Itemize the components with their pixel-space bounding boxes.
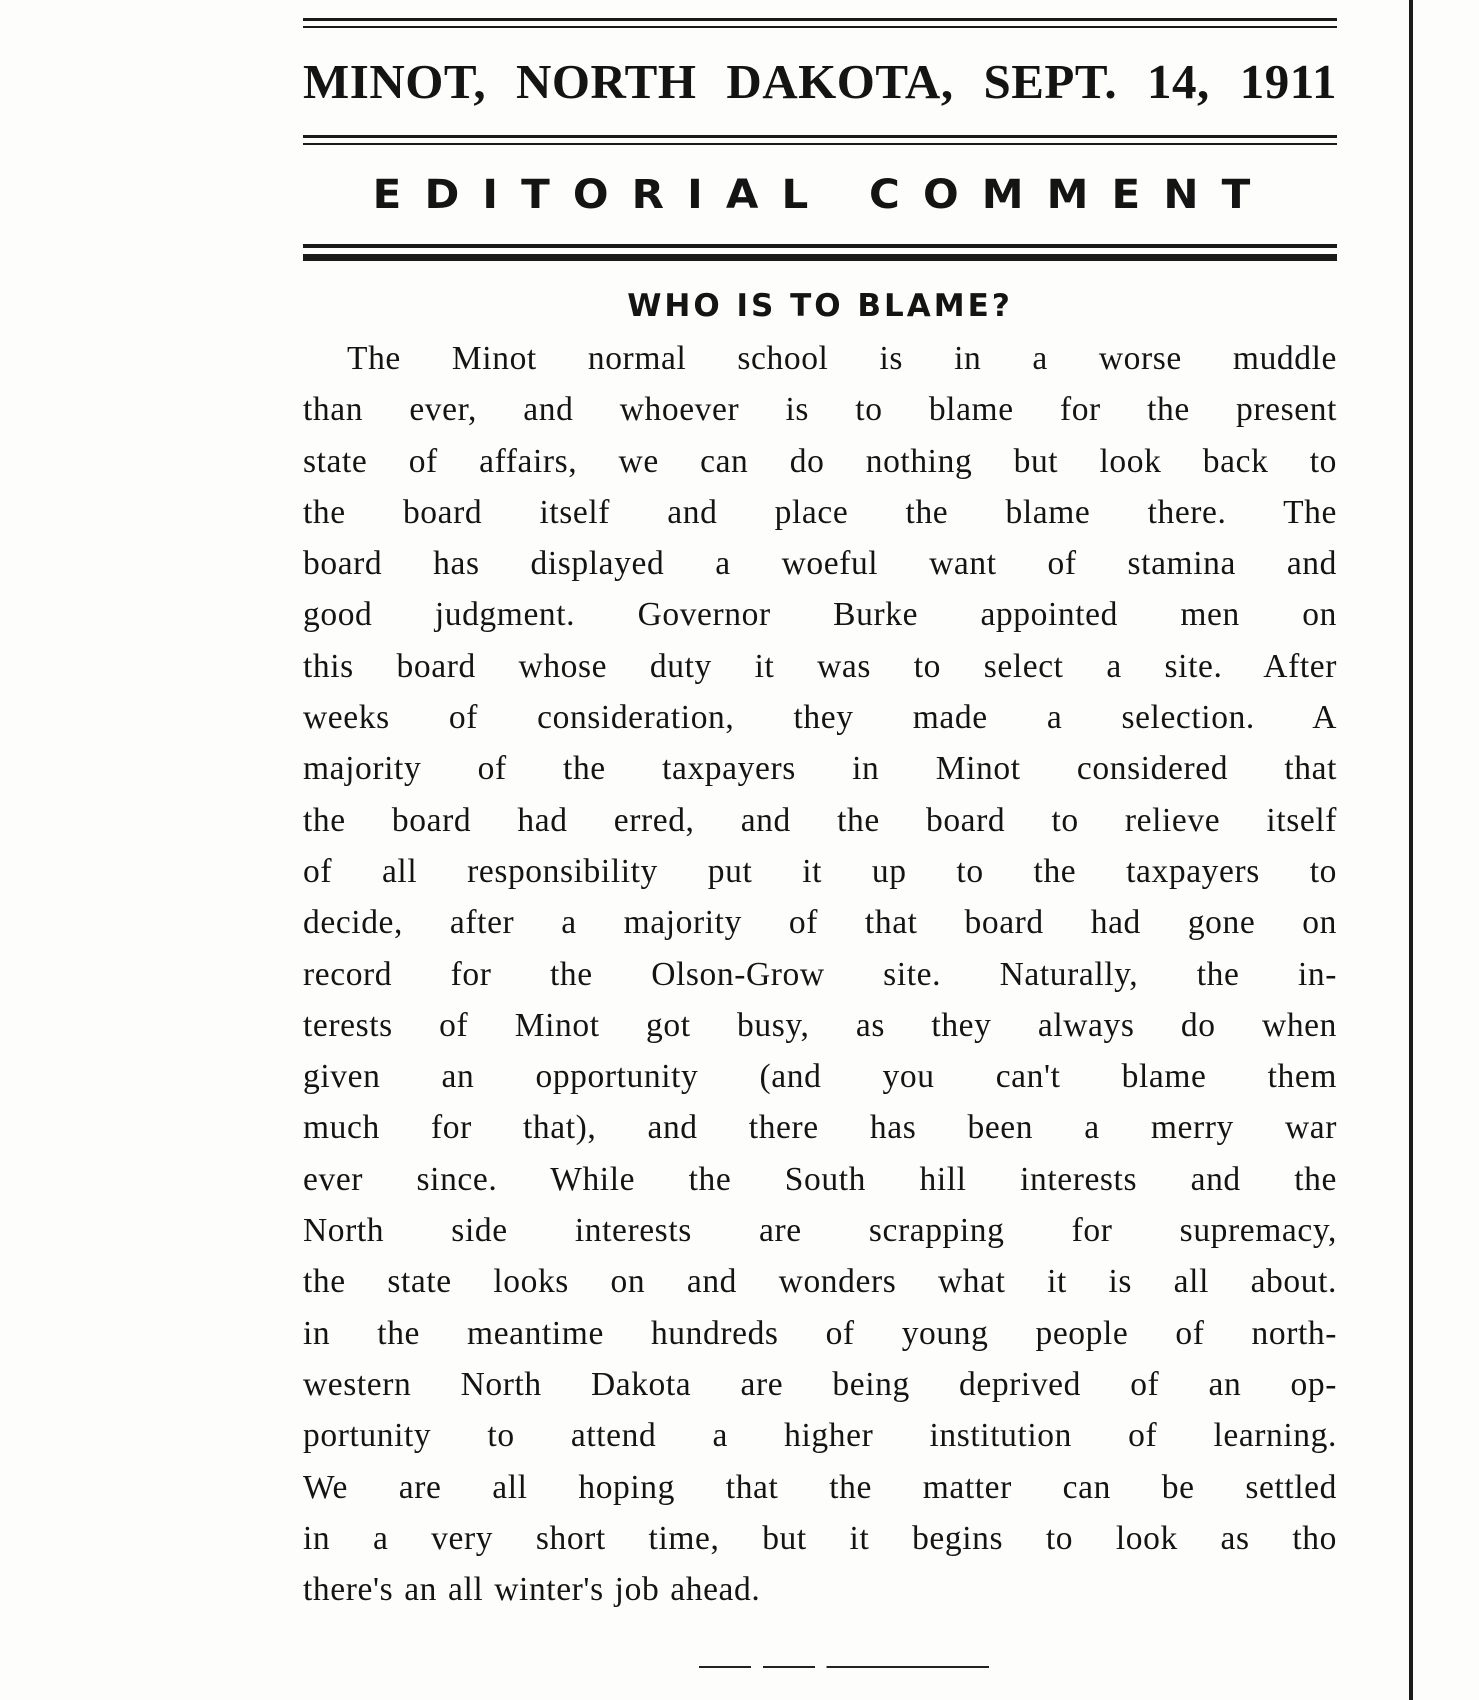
- article-line: ever since. While the South hill interests and the: [303, 1160, 1337, 1198]
- middle-rule-thin: [303, 143, 1337, 145]
- section-heading: EDITORIAL COMMENT: [372, 172, 1274, 218]
- dateline: MINOT, NORTH DAKOTA, SEPT. 14, 1911: [303, 54, 1337, 109]
- article-line: much for that), and there has been a merry war: [303, 1109, 1337, 1147]
- article-line: given an opportunity (and you can't blame them: [303, 1058, 1337, 1096]
- heading-rule-thick: [303, 254, 1337, 261]
- article-line: good judgment. Governor Burke appointed men on: [303, 596, 1337, 634]
- article-body: [303, 333, 1337, 1615]
- article-line: in the meantime hundreds of young people of north-: [303, 1314, 1337, 1352]
- middle-rule: [303, 135, 1337, 138]
- end-of-article-rule: [699, 1666, 989, 1668]
- article-line: weeks of consideration, they made a selection. A: [303, 699, 1337, 737]
- article-line: decide, after a majority of that board had gone on: [303, 904, 1337, 942]
- article-line: We are all hoping that the matter can be settled: [303, 1468, 1337, 1506]
- article-line: of all responsibility put it up to the taxpayers to: [303, 852, 1337, 890]
- article-line: western North Dakota are being deprived of an op-: [303, 1365, 1337, 1403]
- heading-rule-thin: [303, 244, 1337, 248]
- article-line: The Minot normal school is in a worse muddle: [347, 340, 1337, 377]
- article-headline: WHO IS TO BLAME?: [627, 288, 1013, 324]
- article-line: record for the Olson-Grow site. Naturally, the in-: [303, 955, 1337, 993]
- article-line: terests of Minot got busy, as they always do when: [303, 1006, 1337, 1044]
- column-border: [1409, 0, 1413, 1700]
- article-line: than ever, and whoever is to blame for the present: [303, 391, 1337, 429]
- top-rule-thin: [303, 26, 1337, 28]
- article-line: in a very short time, but it begins to look as tho: [303, 1519, 1337, 1557]
- article-line: the board itself and place the blame there. The: [303, 493, 1337, 531]
- editorial-column: [303, 0, 1337, 1700]
- article-line: state of affairs, we can do nothing but look back to: [303, 442, 1337, 480]
- article-line: this board whose duty it was to select a site. After: [303, 647, 1337, 685]
- article-line: portunity to attend a higher institution of learning.: [303, 1417, 1337, 1455]
- article-line: the board had erred, and the board to relieve itself: [303, 801, 1337, 839]
- article-line: majority of the taxpayers in Minot considered that: [303, 750, 1337, 788]
- article-line: the state looks on and wonders what it is all about.: [303, 1263, 1337, 1301]
- top-rule: [303, 18, 1337, 21]
- article-line: there's an all winter's job ahead.: [303, 1571, 761, 1609]
- article-line: North side interests are scrapping for supremacy,: [303, 1212, 1337, 1250]
- article-line: board has displayed a woeful want of stamina and: [303, 545, 1337, 583]
